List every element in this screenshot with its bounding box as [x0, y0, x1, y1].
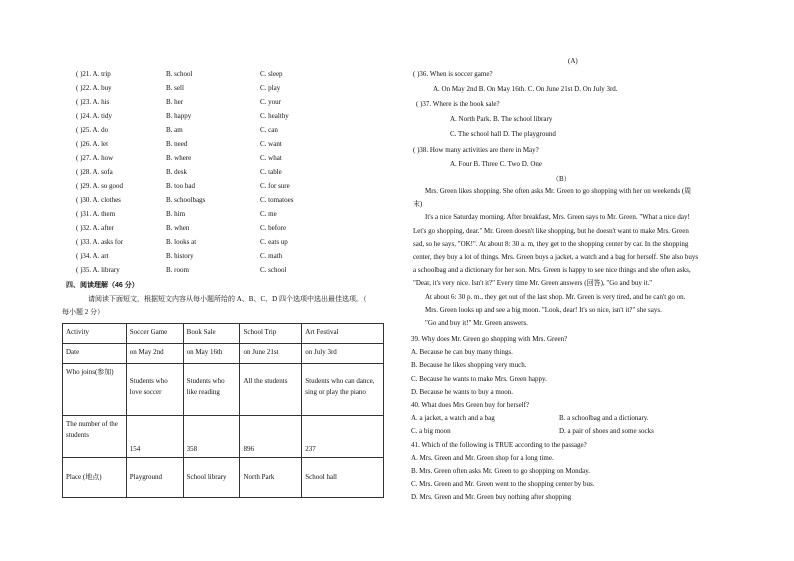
- cloze-option: C. table: [260, 168, 282, 176]
- table-row: [63, 324, 384, 344]
- table-cell: 237: [302, 416, 384, 458]
- question-40: 40. What does Mrs Green buy for herself?: [411, 401, 530, 410]
- cloze-row: [76, 123, 360, 137]
- question-40-option-a: A. a jacket, a watch and a bag: [411, 414, 495, 423]
- cloze-option: C. healthy: [260, 112, 289, 120]
- cloze-option: B. need: [166, 140, 188, 148]
- cloze-option: C. eats up: [260, 238, 288, 246]
- question-41-option: B. Mrs. Green often asks Mr. Green to go shopping on Monday.: [411, 467, 590, 476]
- question-39-option: B. Because he likes shopping very much.: [411, 361, 527, 370]
- cloze-option: B. room: [166, 266, 189, 274]
- cloze-options: [76, 67, 360, 277]
- question-37-options-ab: A. North Park. B. The school library: [450, 115, 553, 123]
- table-cell: Students who can dance, sing or play the piano: [302, 364, 384, 416]
- question-41-option: D. Mrs. Green and Mr. Green buy nothing after shopping: [411, 493, 572, 502]
- cloze-option: B. history: [166, 252, 194, 260]
- passage-line: Mrs. Green looks up and see a big moon. "Look, dear! It's so nice, isn't it?" she says.: [425, 305, 662, 314]
- cloze-question: ( )23. A. his: [76, 98, 110, 106]
- cloze-option: C. sleep: [260, 70, 283, 78]
- cloze-option: C. tomatoes: [260, 196, 294, 204]
- table-row: [63, 364, 384, 416]
- table-cell: Students who love soccer: [126, 364, 183, 416]
- table-cell: School Trip: [240, 324, 302, 344]
- cloze-option: C. me: [260, 210, 277, 218]
- question-41: 41. Which of the following is TRUE according to the passage?: [411, 440, 587, 449]
- cloze-question: ( )35. A. library: [76, 266, 120, 274]
- cloze-option: C. for sure: [260, 182, 290, 190]
- table-row: [63, 416, 384, 458]
- cloze-option: C. can: [260, 126, 278, 134]
- cloze-option: B. her: [166, 98, 184, 106]
- table-cell: Playground: [126, 458, 183, 498]
- table-cell: 154: [126, 416, 183, 458]
- cloze-question: ( )22. A. buy: [76, 84, 112, 92]
- passage-line: center, they buy a lot of things. Mrs. Green buys a jacket, a watch and a bag for herself. She also buys: [413, 253, 699, 262]
- question-39-option: A. Because he can buy many things.: [411, 348, 513, 357]
- cloze-option: C. want: [260, 140, 282, 148]
- table-cell: Students who like reading: [183, 364, 240, 416]
- cloze-option: C. your: [260, 98, 281, 106]
- cloze-row: [76, 81, 360, 95]
- cloze-question: ( )33. A. asks for: [76, 238, 124, 246]
- table-cell: Art Festival: [302, 324, 384, 344]
- question-40-option-c: C. a big moon: [411, 427, 451, 436]
- cloze-question: ( )28. A. sofa: [76, 168, 113, 176]
- cloze-row: [76, 109, 360, 123]
- cloze-row: [76, 207, 360, 221]
- cloze-option: B. desk: [166, 168, 187, 176]
- activity-table: [62, 323, 384, 498]
- passage-line: "Go and buy it!" Mr. Green answers.: [425, 319, 528, 328]
- table-cell: Who joins(参加): [63, 364, 127, 416]
- table-cell: on May 2nd: [126, 344, 183, 364]
- cloze-row: [76, 179, 360, 193]
- table-cell: Place (地点): [63, 458, 127, 498]
- table-cell: All the students: [240, 364, 302, 416]
- cloze-question: ( )32. A. after: [76, 224, 114, 232]
- cloze-option: B. sell: [166, 84, 184, 92]
- question-38-options: A. Four B. Three C. Two D. One: [450, 160, 542, 168]
- passage-line: It's a nice Saturday morning. After breakfast, Mrs. Green says to Mr. Green. "What a nice day!: [425, 213, 690, 222]
- cloze-option: B. happy: [166, 112, 192, 120]
- cloze-question: ( )21. A. trip: [76, 70, 111, 78]
- table-row: [63, 458, 384, 498]
- cloze-option: B. him: [166, 210, 186, 218]
- cloze-row: [76, 137, 360, 151]
- table-cell: 896: [240, 416, 302, 458]
- table-cell: Soccer Game: [126, 324, 183, 344]
- passage-line: "Dear, it's very nice. Isn't it?" Every time Mr. Green answers (回答), "Go and buy it.": [413, 279, 653, 288]
- cloze-row: [76, 235, 360, 249]
- cloze-question: ( )30. A. clothes: [76, 196, 121, 204]
- cloze-option: B. school: [166, 70, 193, 78]
- cloze-option: B. schoolbags: [166, 196, 206, 204]
- cloze-option: C. math: [260, 252, 283, 260]
- part-b-label: （B）: [552, 175, 571, 183]
- table-cell: on June 21st: [240, 344, 302, 364]
- cloze-question: ( )31. A. them: [76, 210, 116, 218]
- cloze-question: ( )26. A. let: [76, 140, 109, 148]
- cloze-option: B. am: [166, 126, 183, 134]
- table-cell: North Park: [240, 458, 302, 498]
- cloze-option: B. looks at: [166, 238, 197, 246]
- cloze-option: B. too bad: [166, 182, 195, 190]
- question-36-options: A. On May 2nd B. On May 16th. C. On June 21st D. On July 3rd.: [433, 85, 618, 93]
- questions-39-41: [411, 333, 791, 505]
- table-cell: on July 3rd: [302, 344, 384, 364]
- cloze-row: [76, 221, 360, 235]
- passage-line: sad, so he says, "OK!". At about 8: 30 a. m, they get to the shopping center by car. In the shopping: [413, 239, 689, 248]
- cloze-option: C. school: [260, 266, 287, 274]
- section-instruction-cont: 每小题 2 分）: [62, 308, 104, 316]
- passage-b: [413, 185, 788, 330]
- cloze-question: ( )34. A. art: [76, 252, 109, 260]
- passage-line: Let's go shopping, dear." Mr. Green doesn't like shopping, but he doesn't want to make Mrs. Green: [413, 226, 689, 235]
- question-40-option-b: B. a schoolbag and a dictionary.: [559, 414, 649, 423]
- question-39-option: D. Because he wants to buy a moon.: [411, 387, 514, 396]
- table-cell: on May 16th: [183, 344, 240, 364]
- table-cell: School hall: [302, 458, 384, 498]
- cloze-row: [76, 263, 360, 277]
- passage-line: Mrs. Green likes shopping. She often asks Mr. Green to go shopping with her on weekends (周: [425, 187, 692, 195]
- question-37: ( )37. Where is the book sale?: [416, 100, 500, 108]
- table-cell: School library: [183, 458, 240, 498]
- cloze-option: B. where: [166, 154, 192, 162]
- question-39: 39. Why does Mr. Green go shopping with Mrs. Green?: [411, 335, 568, 343]
- cloze-question: ( )24. A. tidy: [76, 112, 112, 120]
- table-cell: 358: [183, 416, 240, 458]
- cloze-option: C. what: [260, 154, 282, 162]
- cloze-question: ( )25. A. do: [76, 126, 109, 134]
- cloze-row: [76, 151, 360, 165]
- cloze-row: [76, 95, 360, 109]
- cloze-row: [76, 67, 360, 81]
- table-row: [63, 344, 384, 364]
- section-instruction: 请阅读下面短文，根据短文内容从每小题所给的 A、B、C、D 四个选项中选出最佳选项。（: [88, 295, 367, 303]
- table-cell: Activity: [63, 324, 127, 344]
- question-37-options-cd: C. The school hall D. The playground: [450, 130, 556, 138]
- section-title: 四、阅读理解（46 分）: [66, 282, 139, 289]
- table-cell: Date: [63, 344, 127, 364]
- question-38: ( )38. How many activities are there in May?: [413, 146, 539, 154]
- part-a-label: (A): [568, 57, 578, 65]
- table-cell: The number of the students: [63, 416, 127, 458]
- question-41-option: A. Mrs. Green and Mr. Green shop for a long time.: [411, 453, 554, 462]
- passage-line: 末): [413, 200, 423, 209]
- cloze-row: [76, 249, 360, 263]
- question-39-option: C. Because he wants to make Mrs. Green happy.: [411, 374, 547, 383]
- question-41-option: C. Mrs. Green and Mr. Green went to the shopping center by bus.: [411, 480, 595, 489]
- cloze-question: ( )29. A. so good: [76, 182, 124, 190]
- passage-line: At about 6: 30 p. m., they get out of the last shop. Mr. Green is very tired, and he can't go on.: [425, 292, 686, 301]
- cloze-row: [76, 193, 360, 207]
- passage-line: a schoolbag and a dictionary for her son. Mrs. Green is happy to see nice things and she often asks,: [413, 266, 691, 275]
- cloze-option: C. before: [260, 224, 287, 232]
- cloze-option: C. play: [260, 84, 281, 92]
- cloze-row: [76, 165, 360, 179]
- table-cell: Book Sale: [183, 324, 240, 344]
- cloze-option: B. when: [166, 224, 190, 232]
- cloze-question: ( )27. A. how: [76, 154, 114, 162]
- question-40-option-d: D. a pair of shoes and some socks: [559, 427, 654, 436]
- question-36: ( )36. When is soccer game?: [413, 70, 493, 78]
